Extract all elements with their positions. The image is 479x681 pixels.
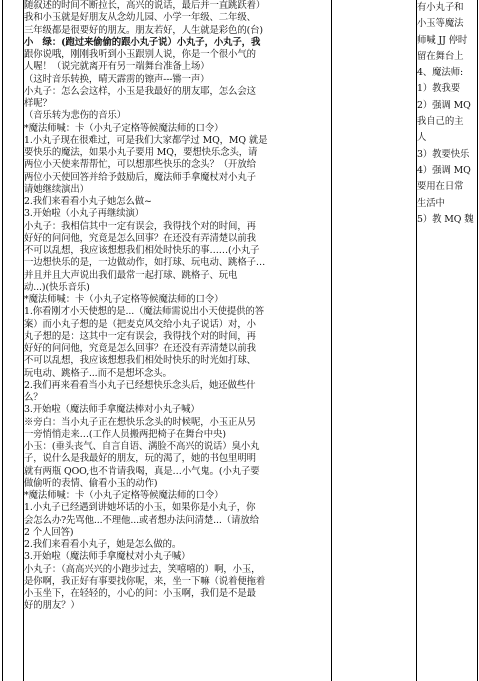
- script-line: 2.我们来看看小丸子她怎么做~: [24, 196, 152, 207]
- script-line: （这时音乐转换，晴天霹雳的镲声---锵一声）: [24, 73, 210, 85]
- script-line: 小丸子：（高高兴兴的小跑步过去，笑嘻嘻的）啊，小玉，: [24, 563, 261, 575]
- script-line: （音乐转为悲伤的音乐）: [24, 110, 127, 122]
- note-line: 3）教要快乐: [417, 148, 470, 160]
- notes-column: [417, 0, 475, 681]
- script-line: 1.小丸子现在很难过，可是我们大家都学过 MQ，MQ 就是: [24, 134, 268, 146]
- script-line: 两位小天使回答并给予鼓励后，魔法师手拿魔杖对小丸子: [24, 171, 256, 183]
- script-line: 不可以乱想，我应该想想我们相处时快乐的事……(小丸子: [24, 245, 260, 256]
- script-line: 人喔！（说完就离开有另一端舞台准备上场）: [24, 61, 210, 73]
- script-line: 1.你看刚才小天使想的是...（魔法师需说出小天使提供的答: [24, 306, 264, 318]
- note-line: 2）强调 MQ: [417, 99, 471, 111]
- script-line: 1.小丸子已经遇到讲她坏话的小玉，如果你是小丸子，你: [24, 502, 256, 514]
- script-line: 3.开始啦（魔法师手拿魔杖对小丸子喊）: [24, 551, 191, 563]
- script-line: ※旁白：当小丸子正在想快乐念头的时候呢，小玉正从另: [24, 416, 256, 428]
- script-line: 请她继续演出）: [24, 183, 89, 195]
- script-line: 要快乐的魔法，如果小丸子要用 MQ，要想快乐念头，请: [24, 147, 258, 158]
- script-line: 案）而小丸子想的是（把麦克风交给小丸子说话）对，小: [24, 318, 256, 330]
- script-line: 小丸子：我相信其中一定有误会，我得找个对的时间，再: [24, 220, 256, 232]
- note-line: 有小丸子和: [417, 2, 464, 13]
- script-line: 一边想快乐的是，一边做动作，如打球、玩电动、跳格子…: [24, 257, 266, 269]
- script-line: *魔法师喊：卡（小丸子定格等候魔法师的口令）: [24, 294, 224, 305]
- note-line: 我自己的主: [417, 116, 464, 128]
- note-line: 小玉等魔法: [417, 18, 464, 30]
- script-line: 做偷听的表情、偷看小玉的动作): [24, 477, 158, 489]
- script-line: 3.开始啦（魔法师手拿魔法棒对小丸子喊）: [24, 404, 200, 416]
- note-line: 1）教我要: [417, 83, 460, 95]
- script-line: 好的朋友？）: [24, 600, 80, 612]
- note-line: 生活中: [417, 197, 445, 209]
- note-line: 留在舞台上: [417, 50, 464, 62]
- script-line: 两位小天使来帮帮忙，可以想那些快乐的念头？（开放给: [24, 159, 256, 171]
- note-line: 师喊 JJ 停时: [417, 34, 468, 46]
- script-line: 会怎么办?先骂他...不理他...或者想办法问清楚...（请放给: [24, 514, 259, 526]
- script-line: *魔法师喊：卡（小丸子定格等候魔法师的口令）: [24, 122, 224, 134]
- script-line: 2.我们来看看小丸子，她是怎么做的。: [24, 539, 182, 550]
- note-line: 要用在日常: [417, 181, 464, 193]
- script-line: 就有两瓶 QOO,也不肯请我喝，真是…小气鬼。(小丸子要: [24, 465, 260, 477]
- script-content-column: [24, 0, 324, 681]
- script-line: 2 个人回答): [24, 526, 74, 538]
- script-line: 小 绿：(跑过来偷偷的跟小丸子说）小丸子，小丸子，我: [24, 36, 261, 48]
- column-divider-middle: [331, 0, 332, 681]
- script-line: 一旁悄悄走来…(工作人员搬两把椅子在舞台中央): [24, 428, 226, 440]
- script-line: 么？: [24, 392, 43, 403]
- script-line: 三年级都是很要好的朋友。朋友若好，人生就是彩色的(台): [24, 24, 263, 36]
- script-line: 好好的问问他，究竟是怎么回事？在还没有弄清楚以前我: [24, 232, 256, 244]
- script-line: 小玉坐下，在轻轻的，小心的问：小玉啊，我们是不是最: [24, 588, 256, 599]
- script-line: 是你啊，我正好有事要找你呢，来，坐一下嘛（说着便拖着: [24, 575, 266, 587]
- script-line: 丸子想的是：这其中一定有误会，我得找个对的时间，再: [24, 330, 256, 342]
- script-line: 动...)(快乐音乐): [24, 281, 90, 293]
- script-line: 玩电动、跳格子...而不是想坏念头。: [24, 367, 172, 379]
- script-line: 并且并且大声说出我们最常一起打球、跳格子、玩电: [24, 269, 238, 281]
- note-line: 4、魔法师:: [417, 67, 464, 79]
- script-line: 随叙述的时间不断拉长，高兴的说话，最后并一直跳跃着）: [24, 0, 266, 11]
- script-line: 样呢？: [24, 98, 52, 109]
- script-line: 小丸子：怎么会这样，小玉是我最好的朋友耶，怎么会这: [24, 85, 256, 97]
- script-line: *魔法师喊：卡（小丸子定格等候魔法师的口令）: [24, 490, 224, 501]
- script-line: 好好的问问他，究竟是怎么回事？在还没有弄清楚以前我: [24, 343, 256, 354]
- note-line: 4）强调 MQ: [417, 164, 471, 176]
- note-line: 人: [417, 132, 427, 144]
- note-line: 5）教 MQ 魏: [417, 213, 474, 225]
- script-line: 我和小玉就是好朋友从念幼儿园、小学一年级、二年级、: [24, 12, 256, 24]
- script-line: 不可以乱想，我应该想想我们相处时快乐的时光如打球、: [24, 355, 256, 367]
- script-line: 3.开始啦（小丸子再继续演）: [24, 208, 145, 220]
- script-line: 小玉：(垂头丧气、自言自语、满脸不高兴的说话）臭小丸: [24, 441, 260, 452]
- script-line: 2.我们再来看看当小丸子已经想快乐念头后，她还做些什: [24, 379, 256, 391]
- script-line: 子，说什么是我最好的朋友，玩的渴了，她的书包里明明: [24, 453, 256, 465]
- script-line: 跟你说哦，刚刚我听到小玉跟别人说，你是一个很小气的: [24, 49, 256, 60]
